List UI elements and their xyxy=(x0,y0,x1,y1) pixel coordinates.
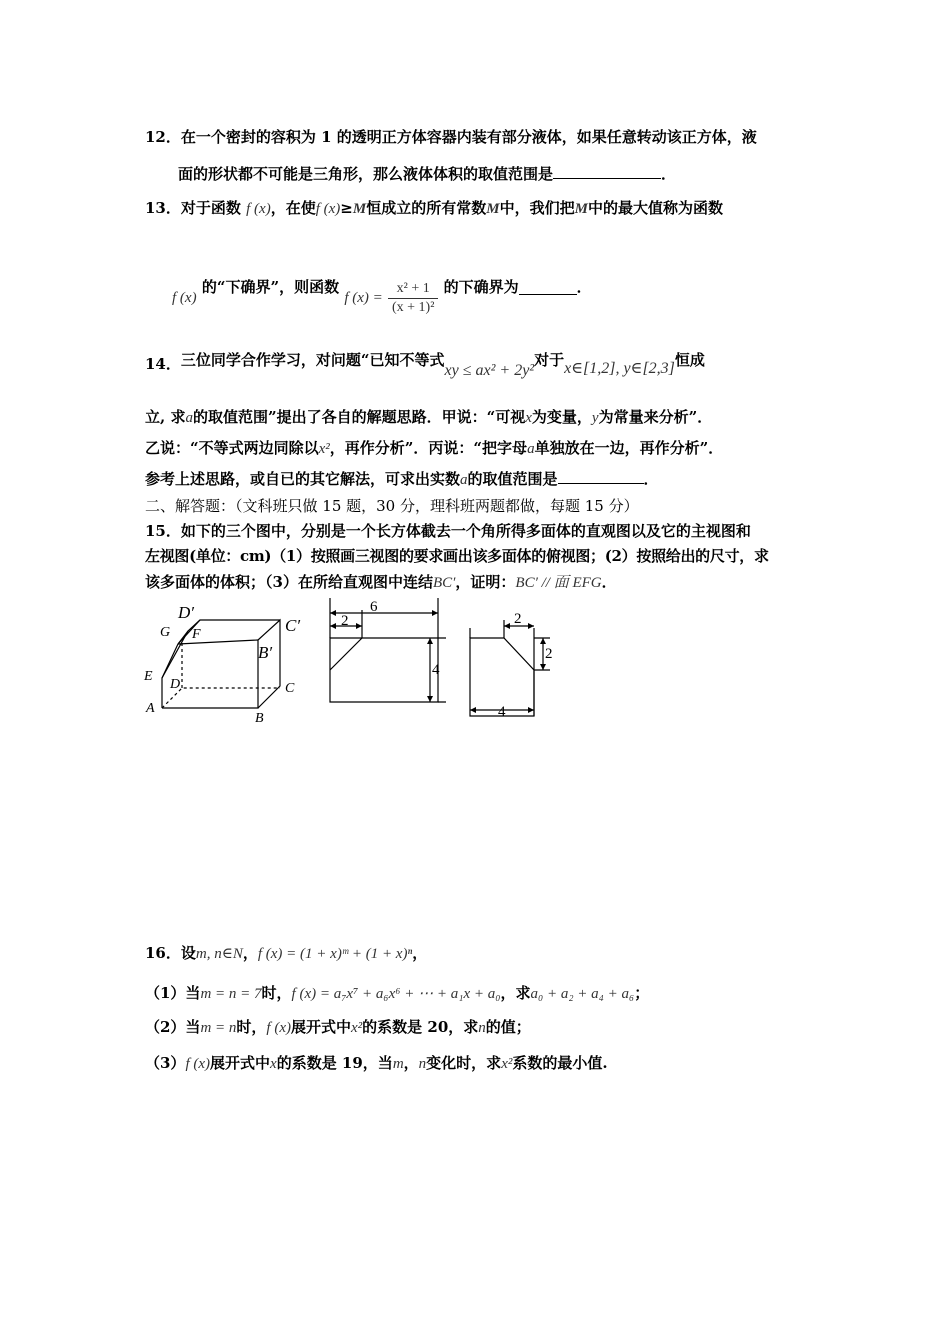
q12-number: 12． xyxy=(145,128,181,146)
side-dim-4: 4 xyxy=(498,704,506,720)
q14-line4: 参考上述思路，或自已的其它解法，可求出实数a的取值范围是 ． xyxy=(145,470,659,488)
q13-line2: f (x) 的“下确界”，则函数 f (x) = $\frac{\text{x² + 1}}{\text{(x + 1)²}}$ 的下确界为 ． xyxy=(172,278,592,315)
label-F: F xyxy=(192,627,201,642)
answer-blank xyxy=(558,469,644,484)
fraction: $\frac{\text{x² + 1}}{\text{(x + 1)²}}$ xyxy=(388,280,438,317)
solid-figure xyxy=(162,620,280,708)
front-dim-2: 2 xyxy=(341,613,349,629)
side-dim-2-right: 2 xyxy=(545,646,553,662)
q12-line2: 面的形状都不可能是三角形，那么液体体积的取值范围是 ． xyxy=(178,165,677,183)
q14-line2: 立, 求a的取值范围”提出了各自的解题思路．甲说：“可视x为变量，y为常量来分析”． xyxy=(145,408,713,426)
front-dim-4: 4 xyxy=(432,662,440,678)
label-B: B xyxy=(255,711,264,726)
q16-part3: （3）f (x)展开式中x的系数是 19，当m，n变化时，求x²系数的最小值. xyxy=(145,1054,608,1072)
answer-blank xyxy=(519,280,577,295)
q15-line1: 15．如下的三个图中，分别是一个长方体截去一个角所得多面体的直观图以及它的主视图和 xyxy=(145,522,751,540)
q15-line3: 该多面体的体积；（3）在所给直观图中连结BC′，证明：BC′ // 面 EFG． xyxy=(145,573,617,591)
q16-part2: （2）当m = n时，f (x)展开式中x²的系数是 20，求n的值； xyxy=(145,1018,531,1036)
right-face xyxy=(258,620,280,708)
q14-line3: 乙说：“不等式两边同除以x²，再作分析”．丙说：“把字母a单独放在一边，再作分析”． xyxy=(145,439,724,457)
section-heading: 二、解答题：（文科班只做 15 题，30 分，理科班两题都做，每题 15 分） xyxy=(145,497,639,515)
label-D: D xyxy=(170,677,181,692)
front-top-edge xyxy=(178,640,258,644)
answer-blank xyxy=(553,164,661,179)
label-C: C xyxy=(285,681,295,696)
side-view xyxy=(470,620,550,716)
front-bottom-right xyxy=(162,640,258,708)
side-dim-2-top: 2 xyxy=(514,611,522,627)
q15-figures xyxy=(140,598,560,728)
label-E: E xyxy=(144,669,153,684)
q15-line2: 左视图(单位：cm)（1）按照画三视图的要求画出该多面体的俯视图；(2）按照给出的尺寸，求 xyxy=(145,547,769,565)
q13-line1: 13．对于函数 f (x)，在使f (x)≥M恒成立的所有常数M中，我们把M中的最大值称为函数 xyxy=(145,199,723,217)
label-A: A xyxy=(146,701,155,716)
q12-line1: 12．在一个密封的容积为 1 的透明正方体容器内装有部分液体，如果任意转动该正方体，液 xyxy=(145,128,757,146)
label-Cp: C′ xyxy=(285,616,301,635)
q16-part1: （1）当m = n = 7时，f (x) = a₇x⁷ + a₆x⁶ + ⋯ + a₁x + a₀，求a₀ + a₂ + a₄ + a₆； xyxy=(145,984,650,1002)
label-Dp: D′ xyxy=(178,603,194,622)
q16-line1: 16．设m, n∈N，f (x) = (1 + x)ᵐ + (1 + x)ⁿ， xyxy=(145,944,428,962)
q14-line1: 14．三位同学合作学习，对问题“已知不等式xy ≤ ax² + 2y²对于x∈[1,2], y∈[2,3]恒成 xyxy=(145,351,705,379)
label-G: G xyxy=(160,625,171,640)
front-dim-6: 6 xyxy=(370,599,378,615)
label-Bp: B′ xyxy=(258,643,273,662)
